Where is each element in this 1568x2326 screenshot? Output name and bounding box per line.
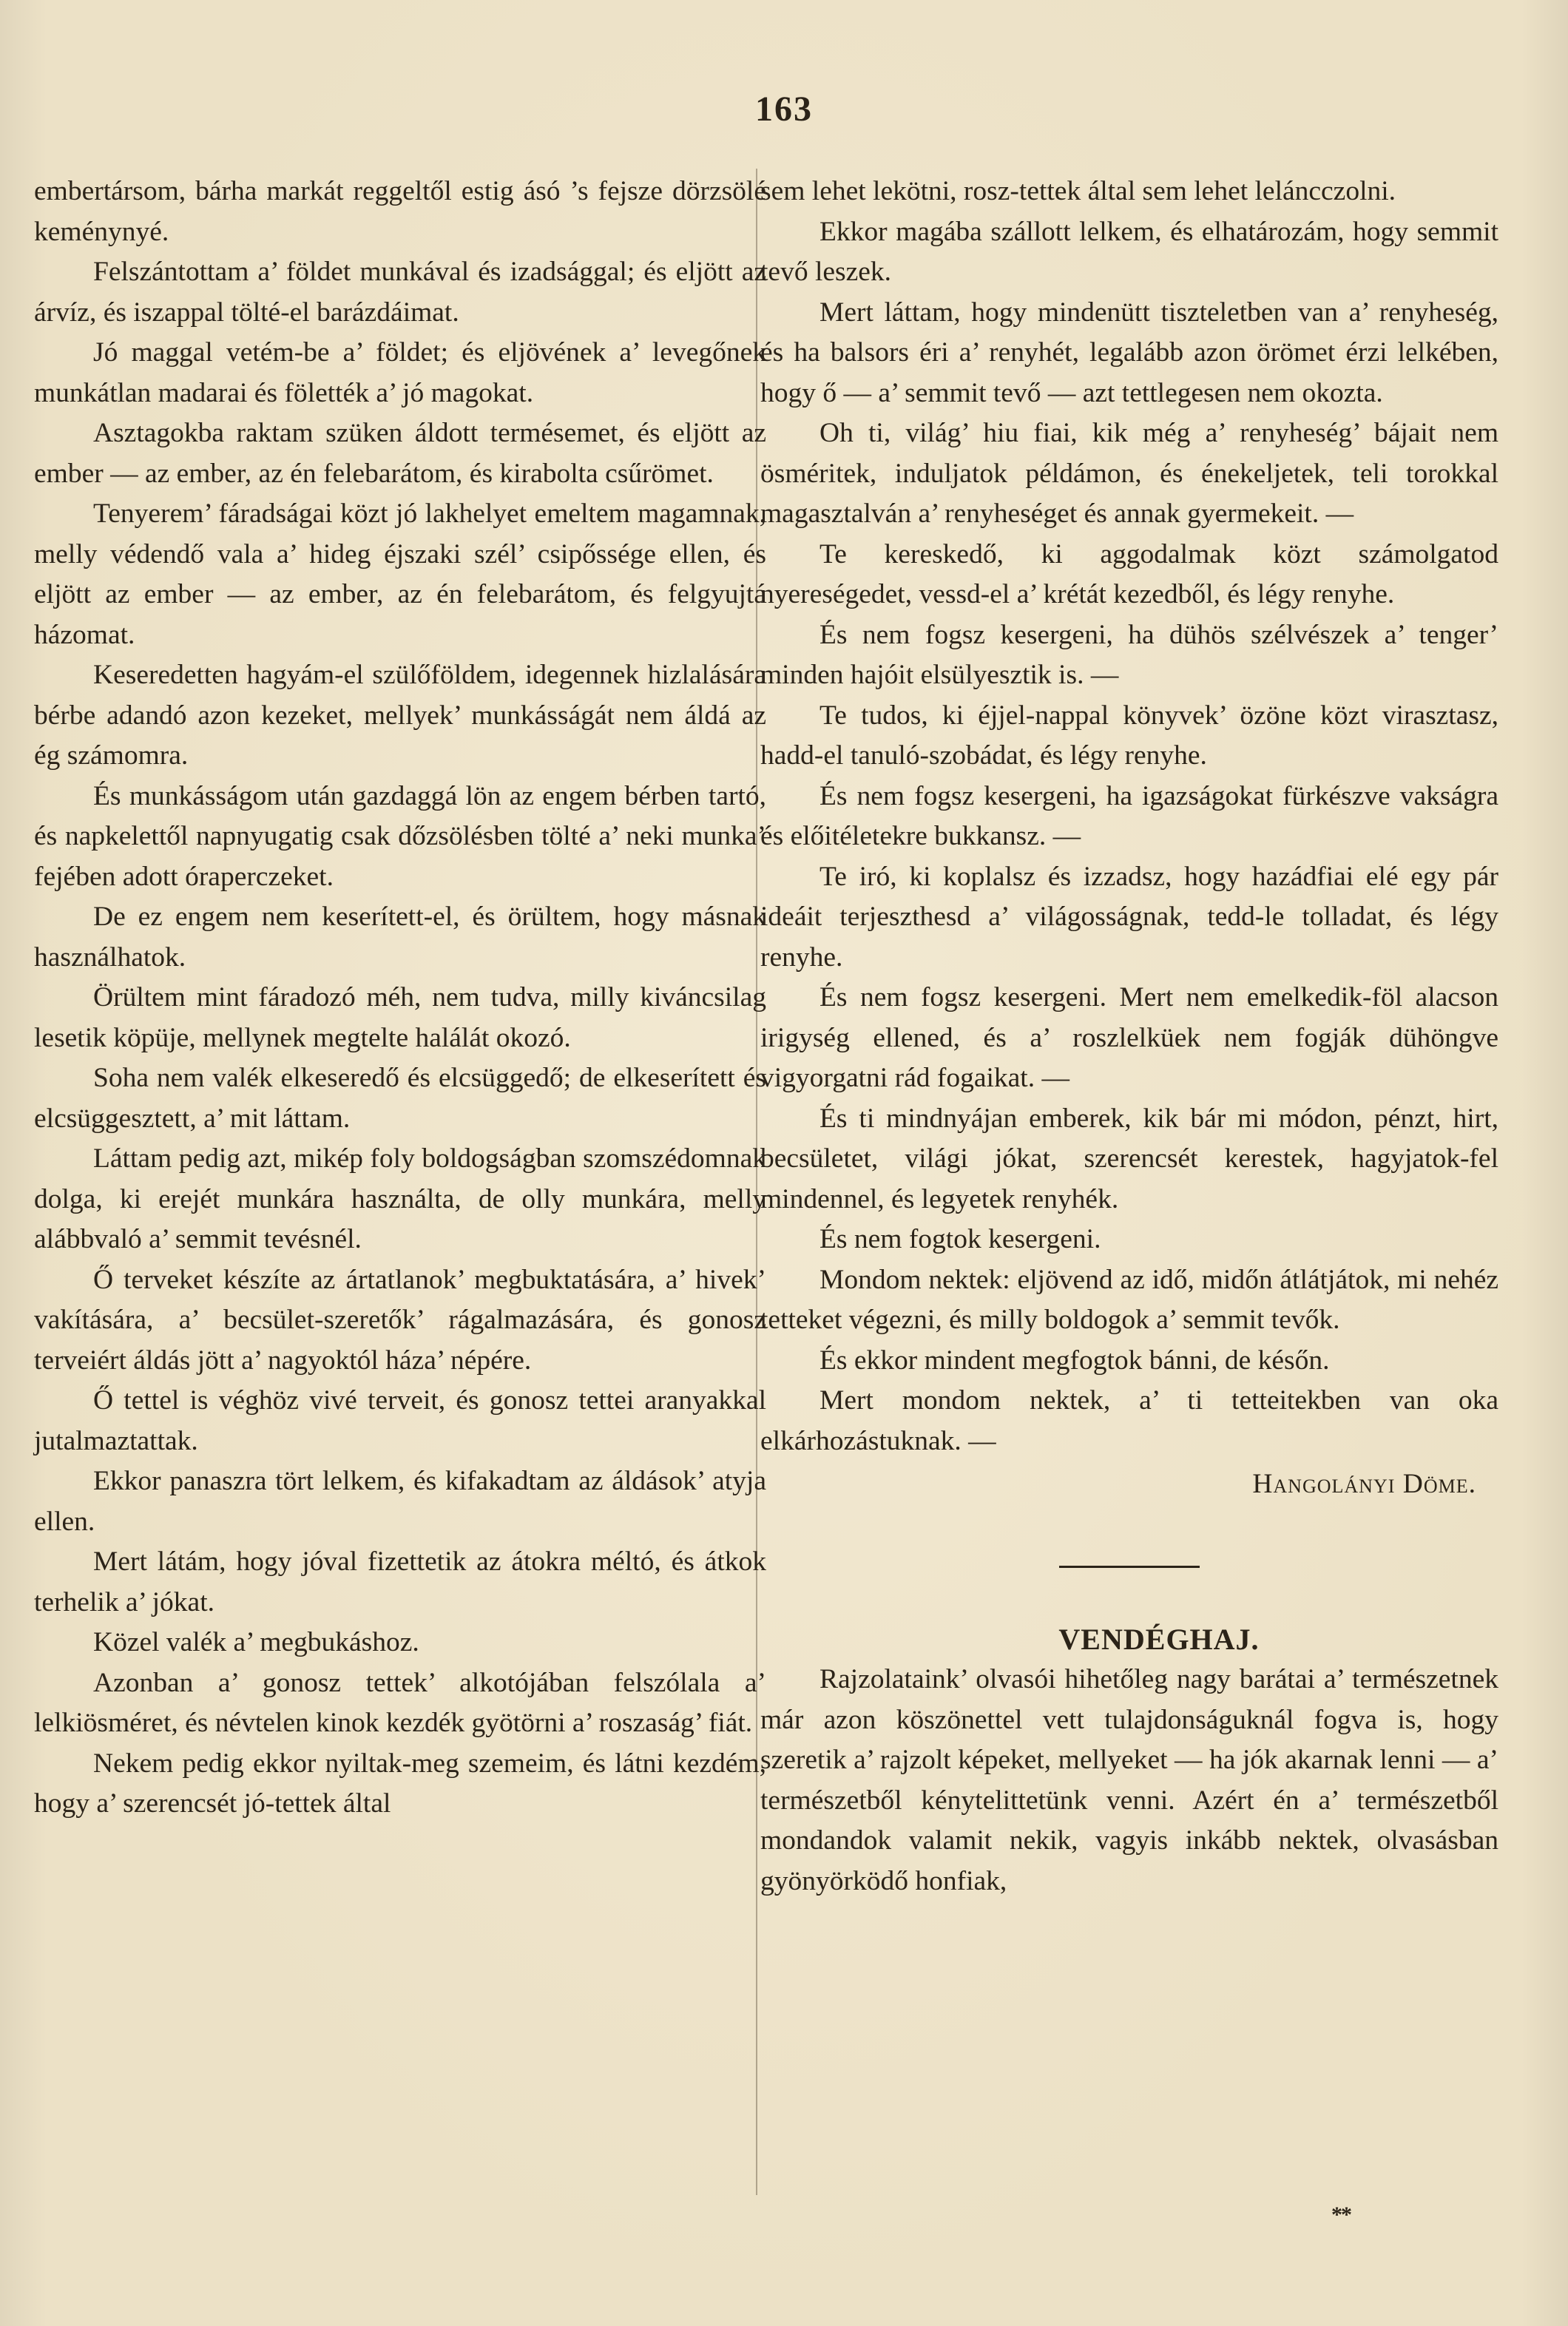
paragraph: Azonban a’ gonosz tettek’ alkotójában felszólala a’ lelkiösméret, és névtelen kinok kezdék gyötörni a’ roszaság’ fiát. <box>34 1667 766 1738</box>
paragraph: embertársom, bárha markát reggeltől estig ásó ’s fejsze dörzsölé keménynyé. <box>34 176 766 247</box>
paragraph: És nem fogsz kesergeni. Mert nem emelkedik-föl alacson irigység ellened, és a’ roszlelküek nem fogják dühöngve vigyorgatni rád fogaikat. — <box>760 982 1498 1093</box>
section-divider-rule <box>1059 1566 1200 1568</box>
author-signature: Hangolányi Döme. <box>1252 1469 1476 1499</box>
paragraph: Ekkor panaszra tört lelkem, és kifakadtam az áldások’ atyja ellen. <box>34 1466 766 1537</box>
paragraph: Te tudos, ki éjjel-nappal könyvek’ özöne közt virasztasz, hadd-el tanuló-szobádat, és légy renyhe. <box>760 700 1498 771</box>
paragraph: Te kereskedő, ki aggodalmak közt számolgatod nyereségedet, vessd-el a’ krétát kezedből, és légy renyhe. <box>760 538 1498 609</box>
paragraph: Jó maggal vetém-be a’ földet; és eljövének a’ levegőnek munkátlan madarai és fölették a’ jó magokat. <box>34 337 766 408</box>
section-body <box>760 1660 1498 1901</box>
paragraph: Ekkor magába szállott lelkem, és elhatározám, hogy semmit tevő leszek. <box>760 216 1498 287</box>
printer-signature-mark: ** <box>1331 2202 1351 2227</box>
column-divider <box>756 169 757 2195</box>
paragraph: Láttam pedig azt, mikép foly boldogságban szomszédomnak dolga, ki erejét munkára használta, de olly munkára, melly alábbvaló a’ semmit tevésnél. <box>34 1143 766 1254</box>
section-title: VENDÉGHAJ. <box>1058 1622 1260 1656</box>
paragraph: Mondom nektek: eljövend az idő, midőn átlátjátok, mi nehéz tetteket végezni, és milly boldogok a’ semmit tevők. <box>760 1264 1498 1335</box>
paragraph: És nem fogsz kesergeni, ha dühös szélvészek a’ tenger’ minden hajóit elsülyesztik is. — <box>760 619 1498 690</box>
paragraph: Asztagokba raktam szüken áldott termésemet, és eljött az ember — az ember, az én felebarátom, és kirabolta csűrömet. <box>34 418 766 489</box>
paragraph: És nem fogtok kesergeni. <box>820 1224 1101 1254</box>
paragraph: És ti mindnyájan emberek, kik bár mi módon, pénzt, hirt, becsületet, világi jókat, szerencsét kerestek, hagyjatok-fel mindennel, és legyetek renyhék. <box>760 1103 1498 1214</box>
paragraph: Felszántottam a’ földet munkával és izadsággal; és eljött az árvíz, és iszappal tölté-el barázdáimat. <box>34 257 766 328</box>
paragraph: Soha nem valék elkeseredő és elcsüggedő; de elkeserített és elcsüggesztett, a’ mit láttam. <box>34 1063 766 1134</box>
paragraph: És ekkor mindent megfogtok bánni, de későn. <box>820 1345 1330 1376</box>
paragraph: És munkásságom után gazdaggá lön az engem bérben tartó, és napkelettől napnyugatig csak dőzsölésben tölté a’ neki munka’ fejében adott óraperczeket. <box>34 780 766 892</box>
paragraph: Rajzolataink’ olvasói hihetőleg nagy barátai a’ természetnek már azon köszönettel vett tulajdonságuknál fogva is, hogy szeretik a’ rajzolt képeket, mellyeket — ha jók akarnak lenni — a’ természetből kénytelittetünk venni. Azért én a’ természetből mondandok valamit nekik, vagyis inkább nektek, olvasásban gyönyörködő honfiak, <box>760 1664 1498 1896</box>
paragraph: sem lehet lekötni, rosz-tettek által sem lehet leláncczolni. <box>760 176 1396 206</box>
left-text-column <box>34 172 766 1825</box>
paragraph: Örültem mint fáradozó méh, nem tudva, milly kiváncsilag lesetik köpüje, mellynek megtelte halálát okozó. <box>34 982 766 1053</box>
paragraph: Mert láttam, hogy mindenütt tiszteletben van a’ renyheség, és ha balsors éri a’ renyhét, legalább azon örömet érzi lelkében, hogy ő — a’ semmit tevő — azt tettlegesen nem okozta. <box>760 297 1498 408</box>
paragraph: Oh ti, világ’ hiu fiai, kik még a’ renyheség’ bájait nem ösméritek, induljatok példámon, és énekeljetek, teli torokkal magasztalván a’ renyheséget és annak gyermekeit. — <box>760 418 1498 529</box>
paragraph: Közel valék a’ megbukáshoz. <box>93 1627 419 1657</box>
paragraph: De ez engem nem keserített-el, és örültem, hogy másnak használhatok. <box>34 902 766 973</box>
paragraph: Te iró, ki koplalsz és izzadsz, hogy hazádfiai elé egy pár ideáit terjeszthesd a’ világosságnak, tedd-le tolladat, és légy renyhe. <box>760 861 1498 973</box>
paragraph: Nekem pedig ekkor nyiltak-meg szemeim, és látni kezdém, hogy a’ szerencsét jó-tettek által <box>34 1748 766 1819</box>
paragraph: Ő tettel is véghöz vivé terveit, és gonosz tettei aranyakkal jutalmaztattak. <box>34 1385 766 1456</box>
paragraph: És nem fogsz kesergeni, ha igazságokat fürkészve vakságra és előitéletekre bukkansz. — <box>760 780 1498 851</box>
paragraph: Mert látám, hogy jóval fizettetik az átokra méltó, és átkok terhelik a’ jókat. <box>34 1546 766 1617</box>
paragraph: Tenyerem’ fáradságai közt jó lakhelyet emeltem magamnak, melly védendő vala a’ hideg éjszaki szél’ csipőssége ellen, és eljött az ember — az ember, az én felebarátom, és felgyujtá házomat. <box>34 498 766 650</box>
paragraph: Keseredetten hagyám-el szülőföldem, idegennek hizlalására bérbe adandó azon kezeket, mellyek’ munkásságát nem áldá az ég számomra. <box>34 660 766 771</box>
right-text-column <box>760 172 1498 1901</box>
paragraph: Mert mondom nektek, a’ ti tetteitekben van oka elkárhozástuknak. — <box>760 1385 1498 1456</box>
poem-prose-continuation <box>760 172 1498 1461</box>
page-number: 163 <box>755 89 813 129</box>
paragraph: Ő terveket készíte az ártatlanok’ megbuktatására, a’ hivek’ vakítására, a’ becsület-szeretők’ rágalmazására, és gonosz terveiért áldás jött a’ nagyoktól háza’ népére. <box>34 1264 766 1376</box>
